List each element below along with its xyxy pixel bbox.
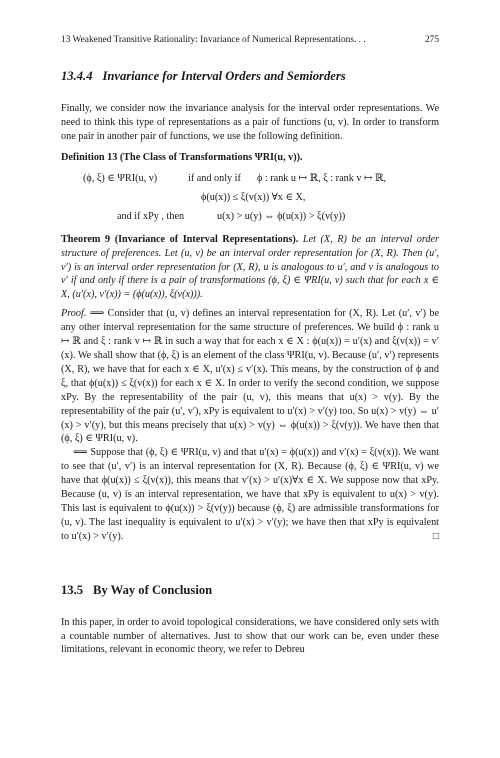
eq3-left: and if xPy , then (117, 210, 185, 222)
definition-equation-2 (61, 190, 439, 205)
proof-label: Proof. (61, 308, 87, 320)
eq2: ϕ(u(x)) ≤ ξ(v(x)) ∀x ∈ X, (201, 191, 306, 203)
proof-paragraph-1 (61, 307, 439, 446)
conclusion-paragraph: In this paper, in order to avoid topological considerations, we have considered only sets with a countable number of alternatives. Just to show that our work can be, even under these limitations, relevant in economic theory, we refer to Debreu (61, 616, 439, 656)
theorem-heading: Theorem 9 (Invariance of Interval Representations). (61, 233, 299, 245)
proof-text-1: ⟹ Consider that (u, v) defines an interval representation for (X, R). Let (u′, v′) be any other interval representation for the same structure of preferences. We build ϕ : rank u ↦ ℝ and ξ : rank v ↦ ℝ in such a way that for each x ∈ X : ϕ(u(x)) = u′(x) and ξ(v(x)) = v′(x). We shall show that (ϕ, ξ) is an element of the class ΨRI(u, v). Because (u′, v′) represents (X, R), we have that for each x ∈ X, u′(x) ≤ v′(x). This means, by the construction of ϕ and ξ, that ϕ(u(x)) ≤ ξ(v(x)) for each x ∈ X. In order to verify the second condition, we suppose xPy. By the representability of the pair (u, v), this means that u(x) > v(y). By the representability of the pair (u′, v′), xPy is equivalent to u′(x) > v′(y) too. So u(x) > v(y) ⇔ u′(x) > v′(y), but this means precisely that u(x) > v(y) ⇔ ϕ(u(x)) > ξ(v(y)). We have then that (ϕ, ξ) ∈ ΨRI(u, v). (61, 308, 439, 445)
definition-title: Definition 13 (The Class of Transformations ΨRI(u, v)). (61, 151, 303, 163)
eq1-mid: if and only if (188, 172, 241, 184)
qed-symbol: □ (432, 530, 439, 542)
intro-paragraph: Finally, we consider now the invariance analysis for the interval order representations. We need to think this type of representations as a pair of functions (u, v). In order to transform one pair in another pair of functions, we use the following definition. (61, 103, 439, 142)
section-title: By Way of Conclusion (93, 582, 213, 597)
section-heading (61, 582, 439, 598)
subsection-heading (61, 68, 439, 84)
theorem-body: Let (X, R) be an interval order structure of preferences. Let (u, v) be an interval order representation for (X, R). Then (u′, v′) is an interval order representation for (X, R), u is analogous to u′, and v is analogous to v′ if and only if there is a pair of transformations (ϕ, ξ) ∈ ΨRI(u, v) such that for each x ∈ X, (u′(x), v′(x)) = (ϕ(u(x)), ξ(v(x))). (61, 233, 439, 301)
page-number: 275 (424, 35, 439, 45)
definition-equation-1 (61, 171, 439, 186)
definition-equations (61, 171, 439, 224)
running-head-title: 13 Weakened Transitive Rationality: Invariance of Numerical Representations. . . (61, 35, 366, 45)
proof-text-2: ⟸ Suppose that (ϕ, ξ) ∈ ΨRI(u, v) and that u′(x) = ϕ(u(x)) and v′(x) = ξ(v(x)). We want to see that (u′, v′) is an interval representation for (X, R). Because (ϕ, ξ) ∈ ΨRI(u, v) we have that ϕ(u(x)) ≤ ξ(v(x)), this means that v′(x) > u′(x)∀x ∈ X. We suppose now that xPy. Because (u, v) is an interval representation, we have that xPy is equivalent to u(x) > v(y). This last is equivalent to ϕ(u(x)) > ξ(v(y)) because (ϕ, ξ) are admissible transformations for (u, v). The last inequality is equivalent to u′(x) > v′(y); we have then that xPy is equivalent to u′(x) > v′(y). (61, 447, 439, 542)
subsection-title: Invariance for Interval Orders and Semiorders (102, 69, 346, 83)
section-number: 13.5 (61, 582, 84, 597)
subsection-number: 13.4.4 (61, 69, 93, 83)
eq1-left: (ϕ, ξ) ∈ ΨRI(u, v) (83, 172, 158, 184)
eq3-right: u(x) > u(y) ⇔ ϕ(u(x)) > ξ(v(y)) (217, 210, 346, 222)
definition-equation-3 (61, 209, 439, 224)
proof-paragraph-2 (61, 446, 439, 543)
page (61, 34, 439, 657)
eq1-right: ϕ : rank u ↦ ℝ, ξ : rank v ↦ ℝ, (257, 172, 387, 184)
theorem (61, 233, 439, 303)
running-head (61, 34, 439, 46)
